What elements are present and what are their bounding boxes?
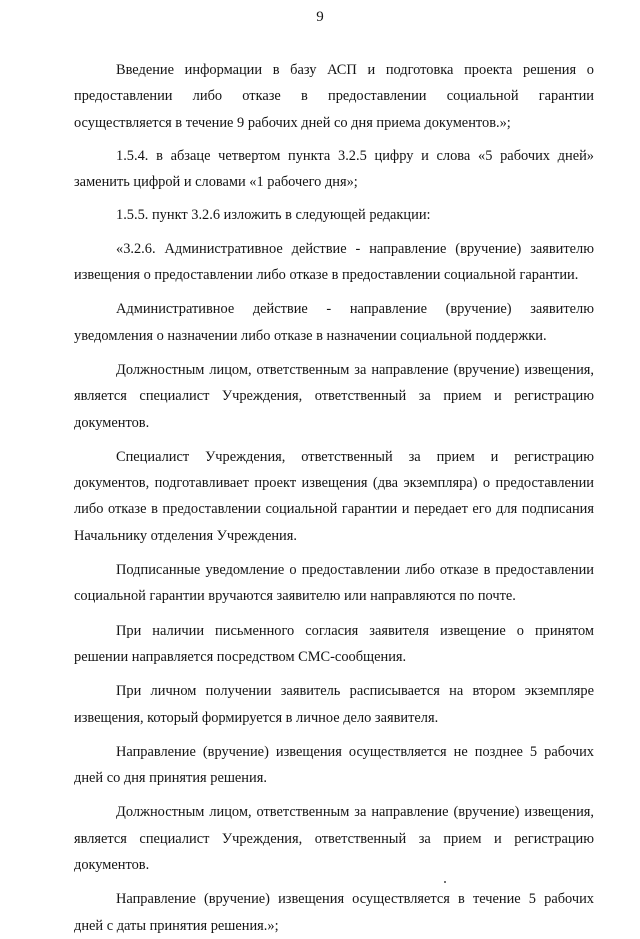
- paragraph: Подписанные уведомление о предоставлении либо отказе в предоставлении социальной гарантии вручаются заявителю или направляются по почте.: [74, 562, 594, 605]
- paragraph: Должностным лицом, ответственным за направление (вручение) извещения, является специалист Учреждения, ответственный за прием и регистрацию документов.: [74, 804, 594, 874]
- paragraph: 1.5.4. в абзаце четвертом пункта 3.2.5 цифру и слова «5 рабочих дней» заменить цифрой и словами «1 рабочего дня»;: [74, 147, 594, 191]
- paragraph: Должностным лицом, ответственным за направление (вручение) извещения, является специалист Учреждения, ответственный за прием и регистрацию документов.: [74, 361, 594, 431]
- document-body: [74, 57, 594, 939]
- paragraph: При личном получении заявитель расписывается на втором экземпляре извещения, который формируется в личное дело заявителя.: [74, 683, 594, 726]
- paragraph: Направление (вручение) извещения осуществляется в течение 5 рабочих дней с даты принятия решения.»;: [74, 891, 594, 934]
- paragraph: Направление (вручение) извещения осуществляется не позднее 5 рабочих дней со дня принятия решения.: [74, 743, 594, 787]
- paragraph: Введение информации в базу АСП и подготовка проекта решения о предоставлении либо отказе в предоставлении социальной гарантии осуществляется в течение 9 рабочих дней со дня приема документов.»;: [74, 62, 594, 131]
- paragraph: 1.5.5. пункт 3.2.6 изложить в следующей редакции:: [116, 207, 431, 224]
- paragraph: Специалист Учреждения, ответственный за прием и регистрацию документов, подготавливает проект извещения (два экземпляра) о предоставлении либо отказе в предоставлении социальной гарантии и передает его для подписания Начальнику отделения Учреждения.: [74, 448, 594, 544]
- paragraph: При наличии письменного согласия заявителя извещение о принятом решении направляется посредством СМС-сообщения.: [74, 622, 594, 665]
- scan-speck: [444, 881, 446, 883]
- page-number: 9: [316, 9, 324, 25]
- paragraph: Административное действие - направление (вручение) заявителю уведомления о назначении либо отказе в назначении социальной поддержки.: [74, 301, 594, 344]
- paragraph: «3.2.6. Административное действие - направление (вручение) заявителю извещения о предоставлении либо отказе в предоставлении социальной гарантии.: [74, 240, 594, 284]
